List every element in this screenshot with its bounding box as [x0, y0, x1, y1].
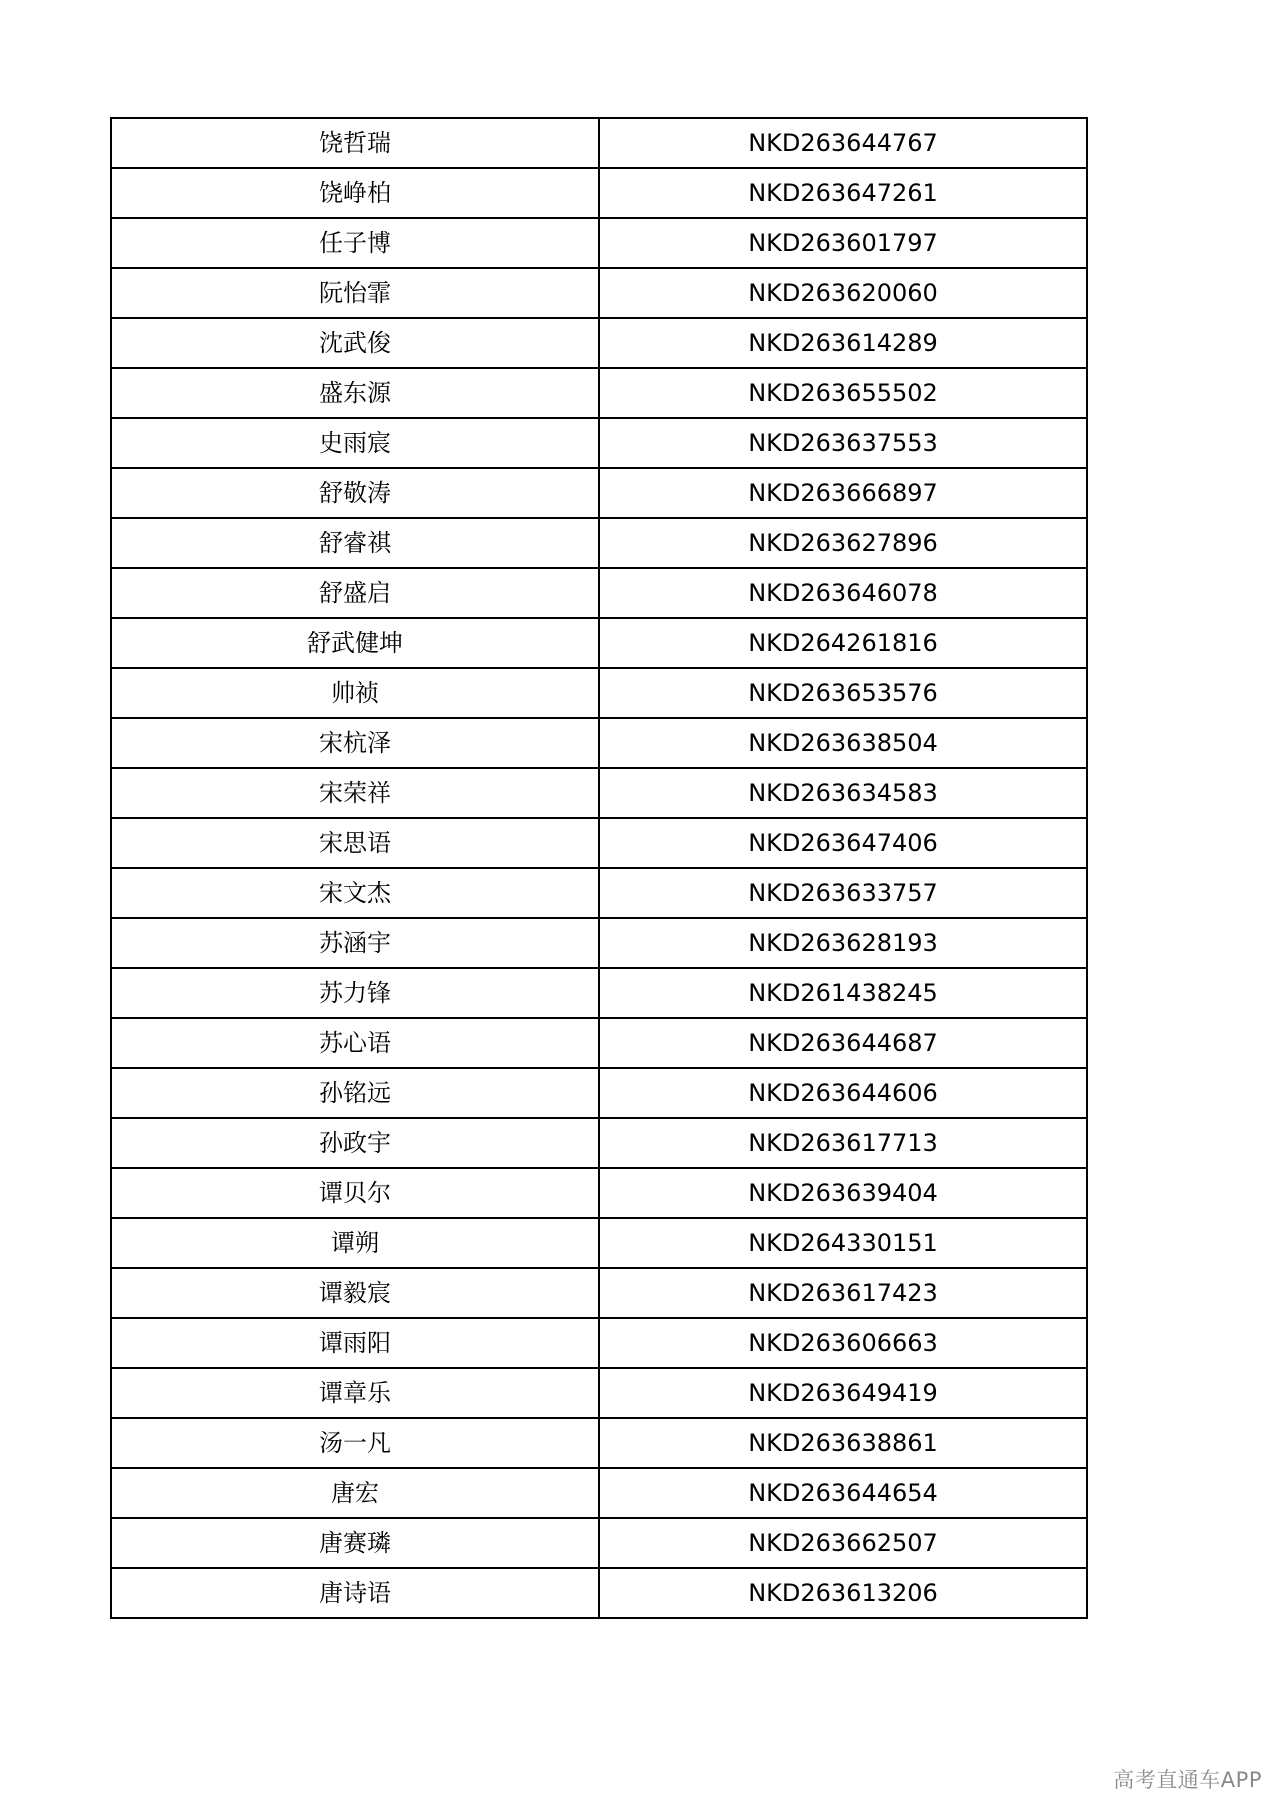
student-name-cell: 任子博: [111, 218, 599, 268]
student-name-cell: 阮怡霏: [111, 268, 599, 318]
student-name-cell: 汤一凡: [111, 1418, 599, 1468]
table-row: [111, 518, 1087, 568]
student-name-cell: 谭朔: [111, 1218, 599, 1268]
registration-id-cell: NKD263647406: [599, 818, 1087, 868]
table-row: [111, 768, 1087, 818]
roster-table: [110, 117, 1088, 1619]
registration-id-cell: NKD263644767: [599, 118, 1087, 168]
table-row: [111, 318, 1087, 368]
registration-id-cell: NKD263614289: [599, 318, 1087, 368]
student-name-cell: 宋荣祥: [111, 768, 599, 818]
student-name-cell: 唐赛璘: [111, 1518, 599, 1568]
registration-id-cell: NKD263638504: [599, 718, 1087, 768]
table-row: [111, 1418, 1087, 1468]
registration-id-cell: NKD263617423: [599, 1268, 1087, 1318]
table-row: [111, 418, 1087, 468]
registration-id-cell: NKD263633757: [599, 868, 1087, 918]
student-name-cell: 舒武健坤: [111, 618, 599, 668]
student-name-cell: 史雨宸: [111, 418, 599, 468]
registration-id-cell: NKD263601797: [599, 218, 1087, 268]
student-name-cell: 盛东源: [111, 368, 599, 418]
student-name-cell: 饶峥柏: [111, 168, 599, 218]
table-row: [111, 1068, 1087, 1118]
registration-id-cell: NKD263634583: [599, 768, 1087, 818]
registration-id-cell: NKD263649419: [599, 1368, 1087, 1418]
student-name-cell: 苏力锋: [111, 968, 599, 1018]
roster-table-body: [111, 118, 1087, 1618]
table-row: [111, 718, 1087, 768]
table-row: [111, 1368, 1087, 1418]
table-row: [111, 218, 1087, 268]
table-row: [111, 918, 1087, 968]
registration-id-cell: NKD263613206: [599, 1568, 1087, 1618]
student-name-cell: 苏涵宇: [111, 918, 599, 968]
registration-id-cell: NKD263638861: [599, 1418, 1087, 1468]
registration-id-cell: NKD263647261: [599, 168, 1087, 218]
student-name-cell: 孙政宇: [111, 1118, 599, 1168]
table-row: [111, 868, 1087, 918]
table-row: [111, 1318, 1087, 1368]
student-name-cell: 谭贝尔: [111, 1168, 599, 1218]
student-name-cell: 宋文杰: [111, 868, 599, 918]
table-row: [111, 1018, 1087, 1068]
table-row: [111, 1168, 1087, 1218]
table-row: [111, 268, 1087, 318]
registration-id-cell: NKD263655502: [599, 368, 1087, 418]
student-name-cell: 舒敬涛: [111, 468, 599, 518]
table-row: [111, 368, 1087, 418]
student-name-cell: 帅祯: [111, 668, 599, 718]
registration-id-cell: NKD264261816: [599, 618, 1087, 668]
table-row: [111, 1468, 1087, 1518]
student-name-cell: 唐诗语: [111, 1568, 599, 1618]
student-name-cell: 孙铭远: [111, 1068, 599, 1118]
table-row: [111, 118, 1087, 168]
registration-id-cell: NKD263644687: [599, 1018, 1087, 1068]
registration-id-cell: NKD263644654: [599, 1468, 1087, 1518]
student-name-cell: 谭雨阳: [111, 1318, 599, 1368]
table-row: [111, 618, 1087, 668]
watermark: 高考直通车APP: [1113, 1768, 1262, 1792]
table-row: [111, 1218, 1087, 1268]
registration-id-cell: NKD263666897: [599, 468, 1087, 518]
registration-id-cell: NKD263620060: [599, 268, 1087, 318]
registration-id-cell: NKD263617713: [599, 1118, 1087, 1168]
table-row: [111, 1118, 1087, 1168]
student-name-cell: 舒睿祺: [111, 518, 599, 568]
table-row: [111, 1518, 1087, 1568]
student-name-cell: 饶哲瑞: [111, 118, 599, 168]
student-name-cell: 谭毅宸: [111, 1268, 599, 1318]
registration-id-cell: NKD263637553: [599, 418, 1087, 468]
registration-id-cell: NKD263653576: [599, 668, 1087, 718]
table-row: [111, 1568, 1087, 1618]
registration-id-cell: NKD264330151: [599, 1218, 1087, 1268]
registration-id-cell: NKD261438245: [599, 968, 1087, 1018]
student-name-cell: 宋思语: [111, 818, 599, 868]
student-name-cell: 苏心语: [111, 1018, 599, 1068]
student-name-cell: 唐宏: [111, 1468, 599, 1518]
table-row: [111, 668, 1087, 718]
table-row: [111, 468, 1087, 518]
student-name-cell: 沈武俊: [111, 318, 599, 368]
registration-id-cell: NKD263639404: [599, 1168, 1087, 1218]
table-row: [111, 1268, 1087, 1318]
registration-id-cell: NKD263627896: [599, 518, 1087, 568]
table-row: [111, 168, 1087, 218]
registration-id-cell: NKD263644606: [599, 1068, 1087, 1118]
table-row: [111, 968, 1087, 1018]
registration-id-cell: NKD263606663: [599, 1318, 1087, 1368]
registration-id-cell: NKD263662507: [599, 1518, 1087, 1568]
student-name-cell: 谭章乐: [111, 1368, 599, 1418]
registration-id-cell: NKD263628193: [599, 918, 1087, 968]
student-name-cell: 宋杭泽: [111, 718, 599, 768]
student-name-cell: 舒盛启: [111, 568, 599, 618]
registration-id-cell: NKD263646078: [599, 568, 1087, 618]
table-row: [111, 568, 1087, 618]
table-row: [111, 818, 1087, 868]
